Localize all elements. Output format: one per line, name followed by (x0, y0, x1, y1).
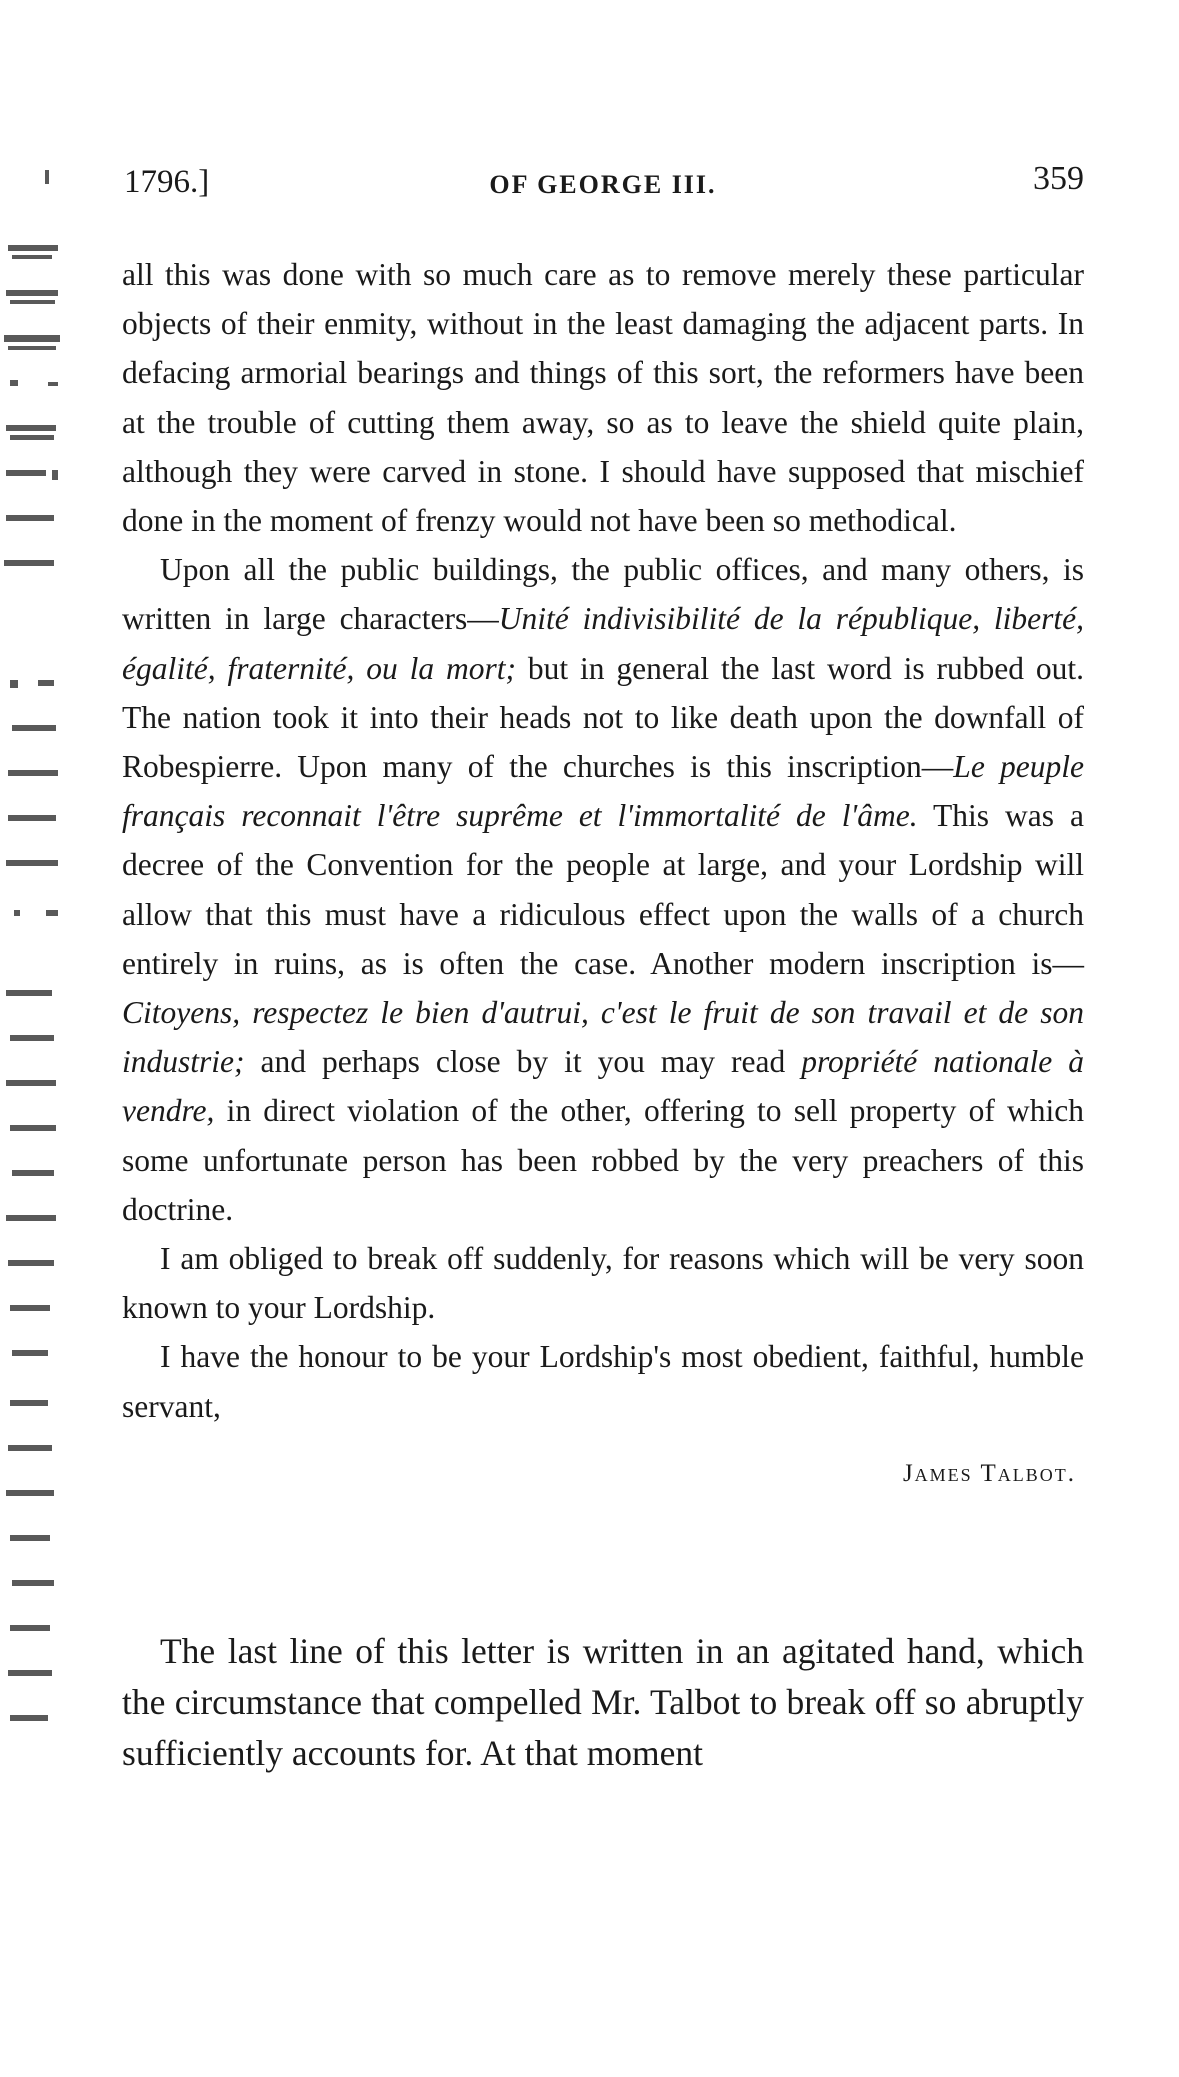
inscription-national-property: propriété nationale à vendre, (122, 1044, 1084, 1129)
letter-body (122, 250, 1084, 1498)
year-label: 1796.] (124, 164, 210, 200)
facing-page-bleed-through (0, 150, 80, 2050)
inscription-supreme-being: Le peuple français reconnait l'être suprême et l'immortalité de l'âme. (122, 749, 1084, 834)
letter-paragraph-4: I have the honour to be your Lordship's most obedient, faithful, humble servant, (122, 1339, 1084, 1424)
narrative-paragraph: The last line of this letter is written in an agitated hand, which the circumstance that compelled Mr. Talbot to break off so abruptly sufficiently accounts for. At that moment (122, 1631, 1084, 1774)
book-page (122, 160, 1084, 1779)
narrative-body (122, 1626, 1084, 1779)
letter-paragraph-3: I am obliged to break off suddenly, for reasons which will be very soon known to your Lordship. (122, 1241, 1084, 1326)
inscription-republic: Unité indivisibilité de la république, liberté, égalité, fraternité, ou la mort; (122, 601, 1084, 686)
signature: James Talbot. (902, 1459, 1076, 1487)
chapter-title: OF GEORGE III. (489, 170, 717, 199)
letter-paragraph-1: all this was done with so much care as to remove merely these particular objects of their enmity, without in the least damaging the adjacent parts. In defacing armorial bearings and things of this sort, the reformers have been at the trouble of cutting them away, so as to leave the shield quite plain, although they were carved in stone. I should have supposed that mischief done in the moment of frenzy would not have been so methodical. (122, 257, 1084, 539)
letter-paragraph-2: Upon all the public buildings, the public offices, and many others, is written in large characters—Unité indivisibilité de la république, liberté, égalité, fraternité, ou la mort; but in general the last word is rubbed out. The nation took it into their heads not to like death upon the downfall of Robespierre. Upon many of the churches is this inscription—Le peuple français reconnait l'être suprême et l'immortalité de l'âme. This was a decree of the Convention for the people at large, and your Lordship will allow that this must have a ridiculous effect upon the walls of a church entirely in ruins, as is often the case. Another modern inscription is—Citoyens, respectez le bien d'autrui, c'est le fruit de son travail et de son industrie; and perhaps close by it you may read propriété nationale à vendre, in direct violation of the other, offering to sell property of which some unfortunate person has been robbed by the very preachers of this doctrine. (122, 552, 1085, 1227)
inscription-citizens: Citoyens, respectez le bien d'autrui, c'est le fruit de son travail et de son industrie; (122, 995, 1084, 1080)
page-number: 359 (1033, 160, 1084, 197)
running-head (122, 160, 1084, 220)
